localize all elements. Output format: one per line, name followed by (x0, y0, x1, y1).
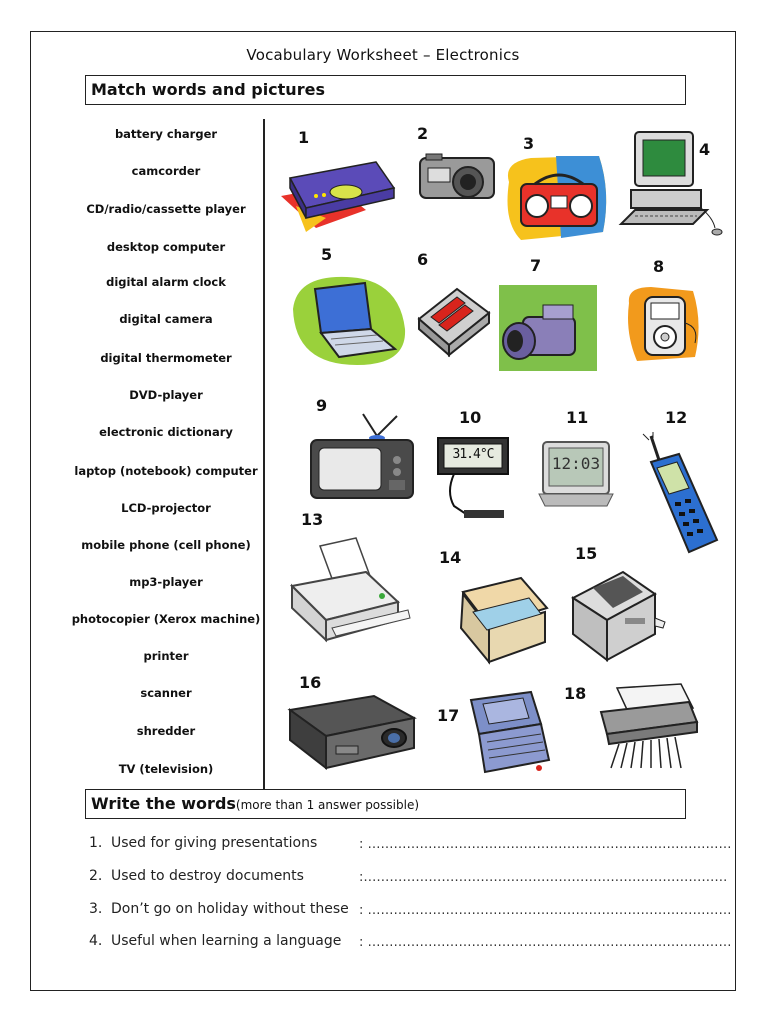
photocopier-icon (563, 568, 668, 668)
mp3-player-icon (623, 283, 705, 365)
desktop-computer-icon (617, 128, 727, 243)
question-text: Don’t go on holiday without these (111, 901, 349, 917)
write-heading-box (85, 789, 686, 819)
word-item: printer (143, 649, 189, 663)
word-item: photocopier (Xerox machine) (71, 612, 261, 626)
lcd-projector-icon (286, 692, 418, 772)
picture-number: 16 (299, 673, 322, 692)
answer-line[interactable]: : ………………………………………………………………………… (359, 935, 732, 950)
shredder-icon (589, 682, 701, 772)
word-item: TV (television) (118, 762, 214, 776)
camcorder-icon (497, 283, 601, 373)
picture-number: 4 (699, 140, 711, 159)
word-item: camcorder (131, 164, 201, 178)
word-item: laptop (notebook) computer (74, 464, 258, 478)
match-heading-box (85, 75, 686, 105)
word-item: digital alarm clock (106, 275, 226, 289)
question-text: Used for giving presentations (111, 835, 318, 851)
word-item: digital camera (119, 312, 213, 326)
question-text: Used to destroy documents (111, 868, 304, 884)
picture-number: 13 (301, 510, 324, 529)
thermometer-reading: 31.4°C (452, 447, 494, 462)
clock-reading: 12:03 (551, 454, 601, 473)
question-item (89, 901, 349, 917)
digital-alarm-clock-icon (537, 440, 617, 508)
picture-number: 7 (530, 256, 542, 275)
question-number: 3. (89, 901, 103, 917)
digital-thermometer-icon (436, 436, 511, 522)
question-number: 2. (89, 868, 103, 884)
worksheet-page (30, 31, 736, 991)
picture-number: 17 (437, 706, 460, 725)
question-number: 4. (89, 933, 103, 949)
answer-line[interactable]: :………………………………………………………………………… (359, 870, 728, 885)
question-number: 1. (89, 835, 103, 851)
picture-number: 11 (566, 408, 589, 427)
picture-number: 6 (417, 250, 429, 269)
picture-number: 9 (316, 396, 328, 415)
picture-number: 8 (653, 257, 665, 276)
word-item: shredder (136, 724, 196, 738)
answer-line[interactable]: : ………………………………………………………………………… (359, 837, 732, 852)
word-item: digital thermometer (100, 351, 232, 365)
word-item: CD/radio/cassette player (86, 202, 246, 216)
write-heading: Write the words (91, 794, 236, 813)
electronic-dictionary-icon (461, 688, 553, 778)
tv-icon (307, 410, 417, 500)
word-item: LCD-projector (121, 501, 211, 515)
question-item (89, 868, 304, 884)
scanner-icon (449, 572, 553, 672)
question-item (89, 933, 341, 949)
write-heading-note: (more than 1 answer possible) (235, 798, 420, 812)
mobile-phone-icon (639, 432, 721, 557)
laptop-icon (287, 269, 412, 369)
picture-number: 2 (417, 124, 429, 143)
word-item: mobile phone (cell phone) (81, 538, 251, 552)
word-item: mp3-player (129, 575, 203, 589)
picture-number: 12 (665, 408, 688, 427)
word-item: battery charger (114, 127, 218, 141)
word-item: electronic dictionary (99, 425, 233, 439)
picture-number: 15 (575, 544, 598, 563)
battery-charger-icon (413, 279, 493, 359)
digital-camera-icon (416, 150, 498, 208)
picture-number: 10 (459, 408, 482, 427)
question-item (89, 835, 317, 851)
answer-line[interactable]: : ………………………………………………………………………… (359, 903, 732, 918)
word-item: desktop computer (106, 240, 226, 254)
column-divider (263, 119, 265, 789)
picture-number: 18 (564, 684, 587, 703)
picture-number: 14 (439, 548, 462, 567)
picture-number: 5 (321, 245, 333, 264)
word-item: scanner (140, 686, 192, 700)
question-text: Useful when learning a language (111, 933, 342, 949)
page-title: Vocabulary Worksheet – Electronics (246, 46, 520, 64)
match-heading: Match words and pictures (91, 80, 325, 99)
printer-icon (286, 536, 414, 646)
picture-number: 3 (523, 134, 535, 153)
dvd-player-icon (276, 148, 401, 236)
picture-number: 1 (298, 128, 310, 147)
word-item: DVD-player (129, 388, 203, 402)
cd-radio-cassette-player-icon (501, 152, 611, 244)
